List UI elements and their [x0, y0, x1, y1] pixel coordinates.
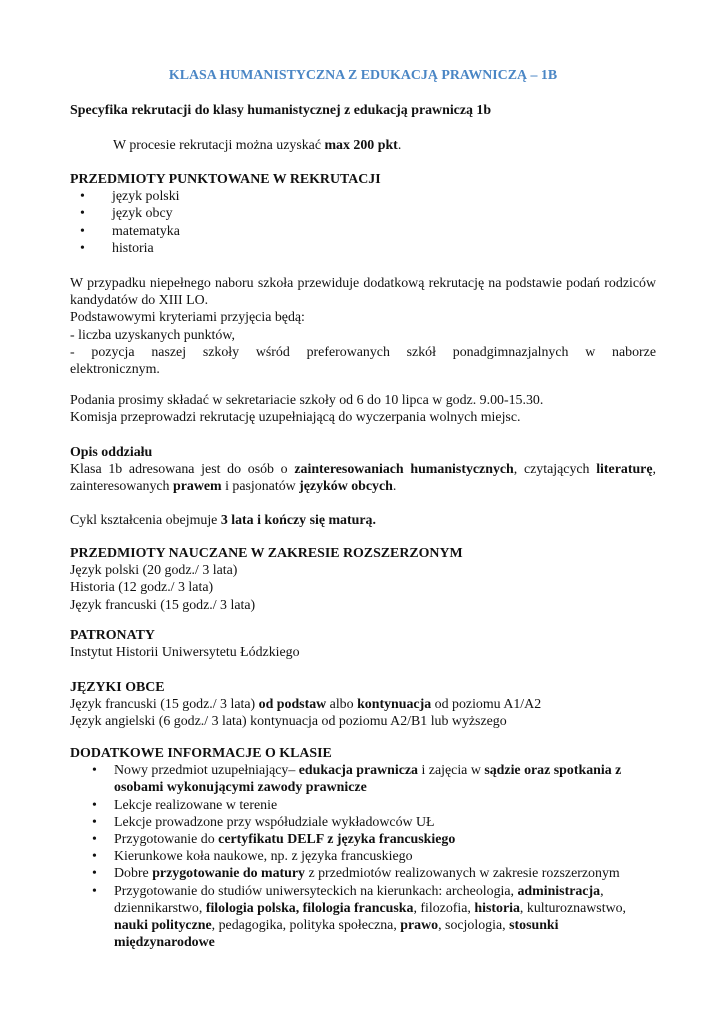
- bullet-icon: •: [80, 223, 85, 239]
- additional-recruitment-text: W przypadku niepełnego naboru szkoła przewiduje dodatkową rekrutację na podstawie podań rodziców kandydatów do XIII LO.: [70, 276, 656, 309]
- recruitment-subtitle: Specyfika rekrutacji do klasy humanistycznej z edukacją prawniczą 1b: [70, 103, 492, 118]
- criteria-intro: Podstawowymi kryteriami przyjęcia będą:: [70, 310, 305, 326]
- list-item: • historia: [80, 240, 154, 256]
- extended-subjects-heading: PRZEDMIOTY NAUCZANE W ZAKRESIE ROZSZERZONYM: [70, 546, 463, 561]
- additional-info-section: [70, 745, 656, 951]
- additional-recruitment-section: [70, 275, 656, 378]
- bullet-icon: •: [92, 763, 97, 779]
- list-item: Język polski (20 godz./ 3 lata): [70, 563, 238, 579]
- criteria-points: - liczba uzyskanych punktów,: [70, 327, 235, 343]
- class-description-section: [70, 444, 656, 496]
- commission-text: Komisja przeprowadzi rekrutację uzupełniającą do wyczerpania wolnych miejsc.: [70, 410, 521, 426]
- languages-section: [70, 679, 656, 731]
- education-cycle: Cykl kształcenia obejmuje 3 lata i kończy się maturą.: [70, 513, 376, 528]
- additional-info-heading: DODATKOWE INFORMACJE O KLASIE: [70, 746, 332, 761]
- list-item: • matematyka: [80, 223, 180, 239]
- bullet-icon: •: [92, 866, 97, 882]
- list-item: • język obcy: [80, 206, 173, 222]
- scored-subjects-list: [70, 188, 656, 257]
- applications-section: [70, 392, 656, 426]
- criteria-position: - pozycja naszej szkoły wśród preferowanych szkół ponadgimnazjalnych w naborze: [70, 344, 656, 360]
- bullet-icon: •: [92, 797, 97, 813]
- scored-subjects-heading: PRZEDMIOTY PUNKTOWANE W REKRUTACJI: [70, 172, 381, 187]
- english-language-line: Język angielski (6 godz./ 3 lata) kontynuacja od poziomu A2/B1 lub wyższego: [70, 714, 507, 730]
- list-item: Język francuski (15 godz./ 3 lata): [70, 597, 256, 613]
- list-item: • Kierunkowe koła naukowe, np. z języka francuskiego: [92, 849, 413, 865]
- list-item: • Przygotowanie do certyfikatu DELF z języka francuskiego: [92, 832, 456, 848]
- scored-subjects-section: [70, 171, 656, 257]
- additional-info-list: [70, 762, 656, 951]
- list-item: • Przygotowanie do studiów uniwersyteckich na kierunkach: archeologia, administracja, dziennikarstwo, filologia polska, filologia francuska, filozofia, historia, kulturoznawstwo, nauki polityczne, pedagogika, polityka społeczna, prawo, socjologia, stosunki międzynarodowe: [92, 883, 627, 951]
- patronage-text: Instytut Historii Uniwersytetu Łódzkiego: [70, 645, 300, 661]
- patronage-heading: PATRONATY: [70, 628, 155, 643]
- list-item: • Dobre przygotowanie do matury z przedmiotów realizowanych w zakresie rozszerzonym: [92, 866, 620, 882]
- patronage-section: [70, 627, 656, 661]
- document-title: KLASA HUMANISTYCZNA Z EDUKACJĄ PRAWNICZĄ – 1B: [168, 68, 558, 83]
- bullet-icon: •: [92, 849, 97, 865]
- applications-text: Podania prosimy składać w sekretariacie szkoły od 6 do 10 lipca w godz. 9.00-15.30.: [70, 393, 544, 408]
- french-language-line: Język francuski (15 godz./ 3 lata) od podstaw albo kontynuacja od poziomu A1/A2: [70, 697, 542, 713]
- list-item: • język polski: [80, 189, 180, 205]
- bullet-icon: •: [92, 832, 97, 848]
- max-points-line: W procesie rekrutacji można uzyskać max 200 pkt.: [113, 138, 402, 153]
- list-item: • Nowy przedmiot uzupełniający– edukacja prawnicza i zajęcia w sądzie oraz spotkania z osobami wykonującymi zawody prawnicze: [92, 763, 622, 796]
- list-item: Historia (12 godz./ 3 lata): [70, 580, 214, 596]
- list-item: • Lekcje realizowane w terenie: [92, 797, 278, 813]
- bullet-icon: •: [80, 240, 85, 256]
- class-description-heading: Opis oddziału: [70, 445, 153, 460]
- bullet-icon: •: [92, 814, 97, 830]
- languages-heading: JĘZYKI OBCE: [70, 680, 165, 695]
- bullet-icon: •: [80, 189, 85, 205]
- bullet-icon: •: [92, 883, 97, 899]
- bullet-icon: •: [80, 206, 85, 222]
- class-description-text: Klasa 1b adresowana jest do osób o zainteresowaniach humanistycznych, czytających literaturę, zainteresowanych prawem i pasjonatów języków obcych.: [70, 462, 656, 495]
- extended-subjects-section: [70, 545, 656, 614]
- list-item: • Lekcje prowadzone przy współudziale wykładowców UŁ: [92, 814, 435, 830]
- criteria-position-cont: elektronicznym.: [70, 362, 160, 378]
